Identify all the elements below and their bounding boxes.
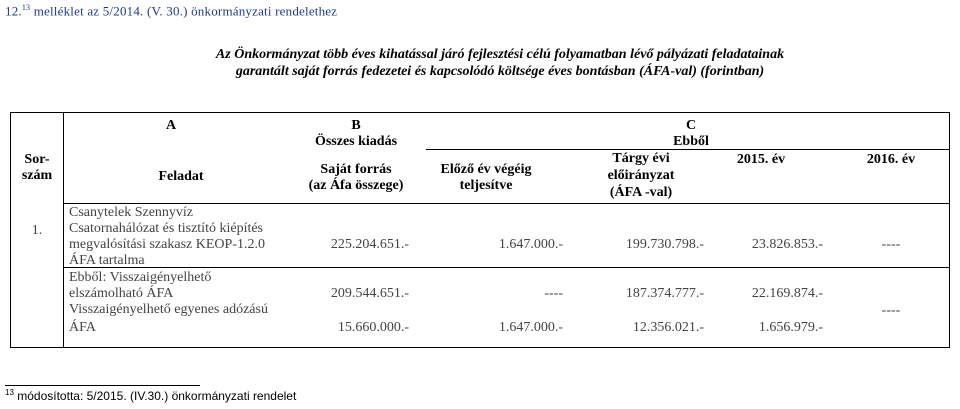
row1-feladat-line4: ÁFA tartalma: [69, 253, 145, 268]
row3-sajat-forras: 15.660.000.-: [337, 320, 409, 335]
ebbol-header: Ebből: [673, 134, 709, 149]
elozo-ev-header-2: teljesítve: [459, 178, 513, 193]
col-letter-b: B: [351, 118, 361, 133]
sorszam-header-2: szám: [21, 168, 53, 183]
row1-targy-evi: 199.730.798.-: [625, 237, 704, 252]
col-letter-a: A: [165, 118, 177, 133]
targy-evi-header-3: (ÁFA -val): [609, 185, 673, 200]
year-2015-header: 2015. év: [736, 152, 786, 167]
col-letter-c: C: [685, 118, 697, 133]
feladat-header: Feladat: [158, 169, 204, 184]
row1-2015: 23.826.853.-: [751, 237, 823, 252]
row1-feladat-line3: megvalósítási szakasz KEOP-1.2.0: [69, 237, 265, 252]
targy-evi-header-1: Tárgy évi: [612, 151, 670, 166]
col-divider: [63, 113, 64, 347]
row3-feladat-line2: ÁFA: [69, 320, 96, 335]
row2-elozo-ev: ----: [544, 286, 563, 301]
header-text: melléklet az 5/2014. (V. 30.) önkormányzati rendelethez: [33, 3, 338, 19]
data-table: [10, 112, 950, 348]
row1-feladat-line1: Csanytelek Szennyvíz: [69, 205, 194, 220]
row3-feladat-line1: Visszaigényelhető egyenes adózású: [69, 302, 268, 317]
header-footnote-ref: 13: [21, 3, 31, 12]
footnote: [5, 388, 296, 403]
row-divider: [63, 267, 949, 268]
row-number: 1.: [31, 223, 43, 238]
osszes-kiadas-header: Összes kiadás: [314, 134, 398, 149]
row3-2016: ----: [881, 303, 901, 318]
sajat-forras-header-1: Saját forrás: [320, 162, 392, 177]
title-line-1: Az Önkormányzat több éves kihatással járó fejlesztési célú folyamatban lévő pályázati feladatainak: [215, 47, 785, 62]
sajat-forras-header-2: (az Áfa összege): [308, 178, 404, 193]
row3-targy-evi: 12.356.021.-: [632, 320, 704, 335]
targy-evi-header-2: előirányzat: [607, 168, 675, 183]
row3-2015: 1.656.979.-: [758, 320, 823, 335]
row3-elozo-ev: 1.647.000.-: [498, 320, 563, 335]
row2-2015: 22.169.874.-: [751, 286, 823, 301]
footnote-rule: [5, 385, 200, 386]
row1-feladat-line2: Csatornahálózat és tisztító kiépítés: [69, 221, 264, 236]
elozo-ev-header-1: Előző év végéig: [440, 162, 532, 177]
row2-targy-evi: 187.374.777.-: [625, 286, 704, 301]
row1-sajat-forras: 225.204.651.-: [330, 237, 409, 252]
document-header: [5, 3, 337, 19]
row2-sajat-forras: 209.544.651.-: [330, 286, 409, 301]
row1-elozo-ev: 1.647.000.-: [498, 237, 563, 252]
row1-2016: ----: [881, 237, 901, 252]
footnote-text: módosította: 5/2015. (IV.30.) önkormányzati rendelet: [17, 389, 297, 403]
title-line-2: garantált saját forrás fedezetei és kapcsolódó költsége éves bontásban (ÁFA-val) (forintban): [235, 64, 765, 79]
sorszam-header-1: Sor-: [24, 152, 50, 167]
row-divider: [63, 203, 949, 204]
footnote-number: 13: [5, 388, 14, 397]
header-prefix: 12.: [5, 3, 22, 19]
year-2016-header: 2016. év: [866, 152, 916, 167]
row2-feladat-line1: Ebből: Visszaigényelhető: [69, 270, 212, 285]
row2-feladat-line2: elszámolható ÁFA: [69, 286, 174, 301]
